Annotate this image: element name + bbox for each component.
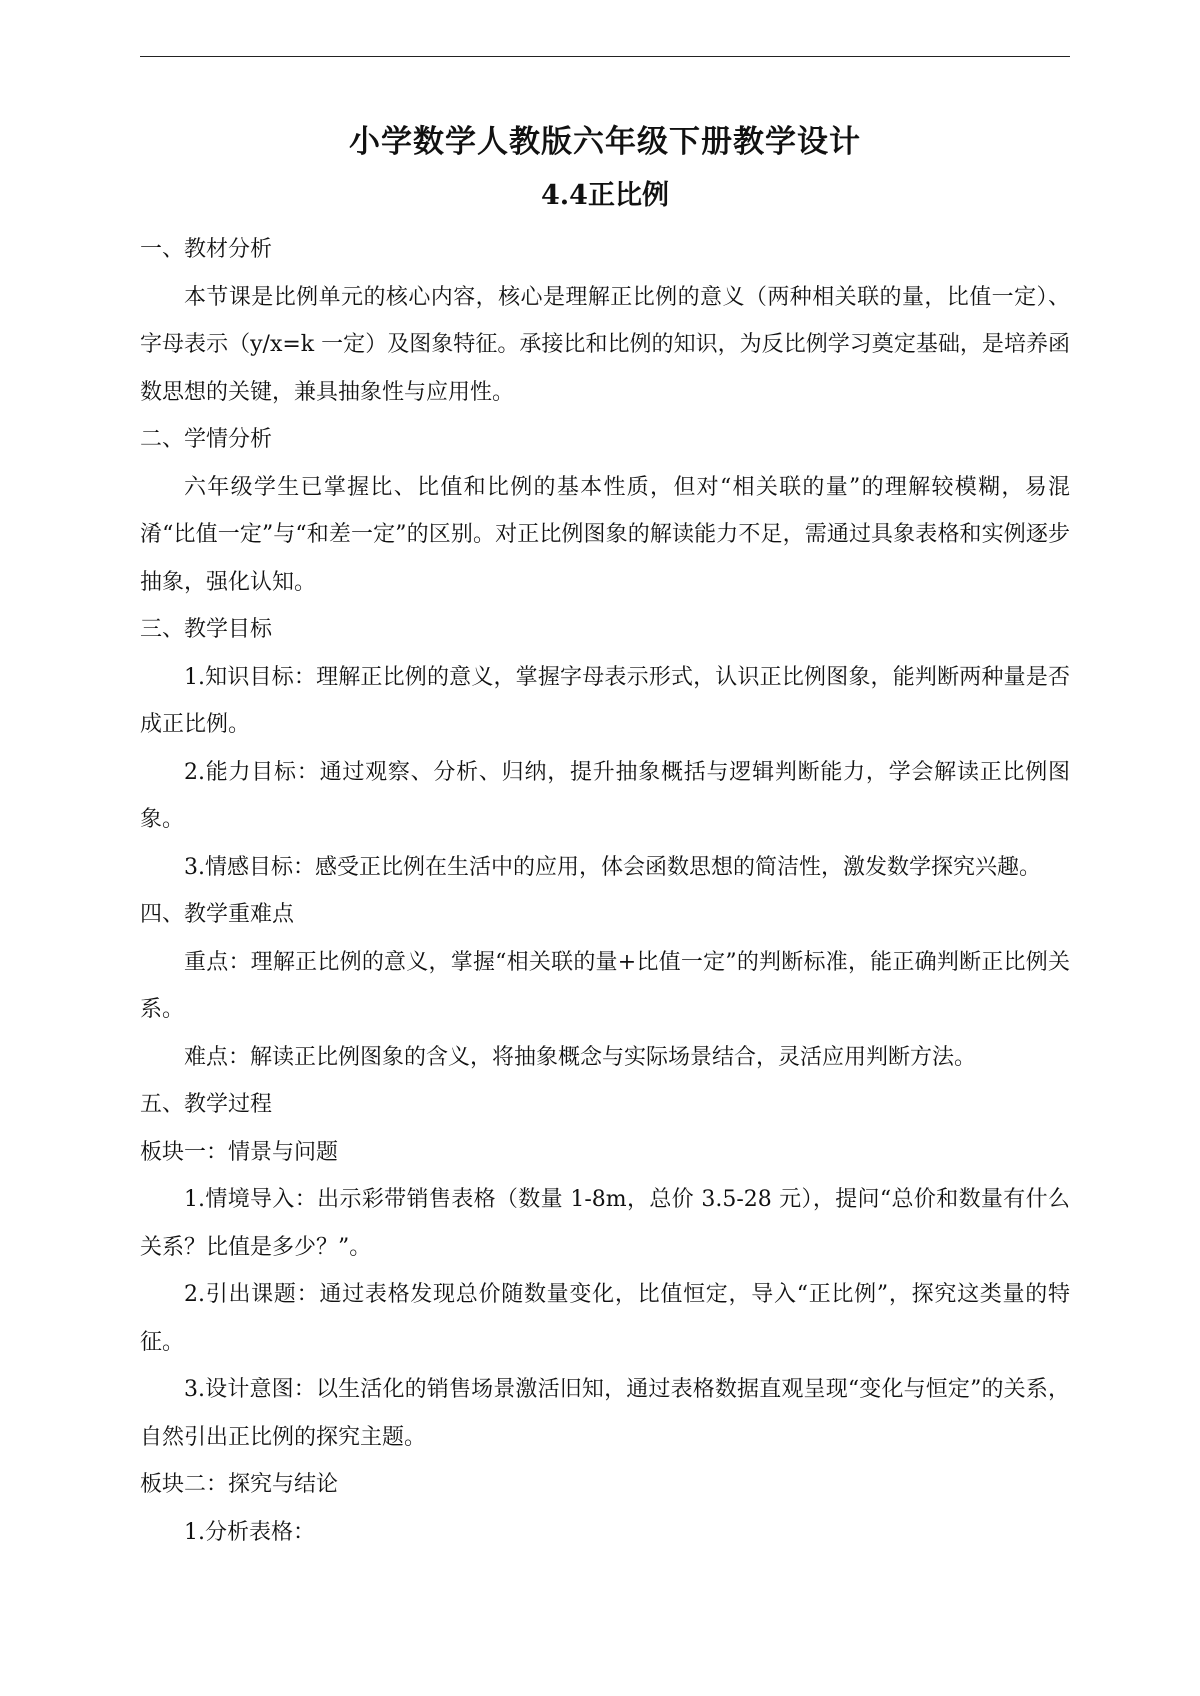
design-intent-paragraph: 3.设计意图：以生活化的销售场景激活旧知，通过表格数据直观呈现“变化与恒定”的关系，自然引出正比例的探究主题。 xyxy=(140,1377,1070,1450)
document-title: 小学数学人教版六年级下册教学设计 xyxy=(349,124,861,160)
textbook-analysis-paragraph: 本节课是比例单元的核心内容，核心是理解正比例的意义（两种相关联的量，比值一定）、字母表示（y/x=k 一定）及图象特征。承接比和比例的知识，为反比例学习奠定基础，是培养函数思想的关键，兼具抽象性与应用性。 xyxy=(140,284,1070,405)
section-heading-teaching-goals: 三、教学目标 xyxy=(140,617,273,642)
difficult-point-paragraph: 难点：解读正比例图象的含义，将抽象概念与实际场景结合，灵活应用判断方法。 xyxy=(184,1044,977,1070)
section-heading-teaching-process: 五、教学过程 xyxy=(140,1092,273,1117)
section-heading-textbook-analysis: 一、教材分析 xyxy=(140,237,273,262)
document-body xyxy=(140,120,1070,1556)
analyze-table-paragraph: 1.分析表格： xyxy=(184,1519,315,1545)
block-heading-situation-problem: 板块一：情景与问题 xyxy=(140,1139,339,1165)
goal-emotion-paragraph: 3.情感目标：感受正比例在生活中的应用，体会函数思想的简洁性，激发数学探究兴趣。 xyxy=(184,854,1041,880)
goal-knowledge-paragraph: 1.知识目标：理解正比例的意义，掌握字母表示形式，认识正比例图象，能判断两种量是否成正比例。 xyxy=(140,664,1070,737)
section-heading-student-analysis: 二、学情分析 xyxy=(140,427,273,452)
topic-intro-paragraph: 2.引出课题：通过表格发现总价随数量变化，比值恒定，导入“正比例”，探究这类量的特征。 xyxy=(140,1282,1070,1355)
key-point-paragraph: 重点：理解正比例的意义，掌握“相关联的量+比值一定”的判断标准，能正确判断正比例关系。 xyxy=(140,949,1070,1022)
lesson-title: 4.4正比例 xyxy=(541,180,669,211)
block-heading-explore-conclude: 板块二：探究与结论 xyxy=(140,1472,339,1497)
document-sections xyxy=(140,226,1070,1556)
situation-intro-paragraph: 1.情境导入：出示彩带销售表格（数量 1-8m，总价 3.5-28 元），提问“总价和数量有什么关系？比值是多少？”。 xyxy=(140,1187,1070,1260)
header-rule xyxy=(140,56,1070,57)
goal-ability-paragraph: 2.能力目标：通过观察、分析、归纳，提升抽象概括与逻辑判断能力，学会解读正比例图象。 xyxy=(140,759,1070,832)
student-analysis-paragraph: 六年级学生已掌握比、比值和比例的基本性质，但对“相关联的量”的理解较模糊，易混淆“比值一定”与“和差一定”的区别。对正比例图象的解读能力不足，需通过具象表格和实例逐步抽象，强化认知。 xyxy=(140,474,1070,595)
section-heading-key-difficult-points: 四、教学重难点 xyxy=(140,902,295,927)
